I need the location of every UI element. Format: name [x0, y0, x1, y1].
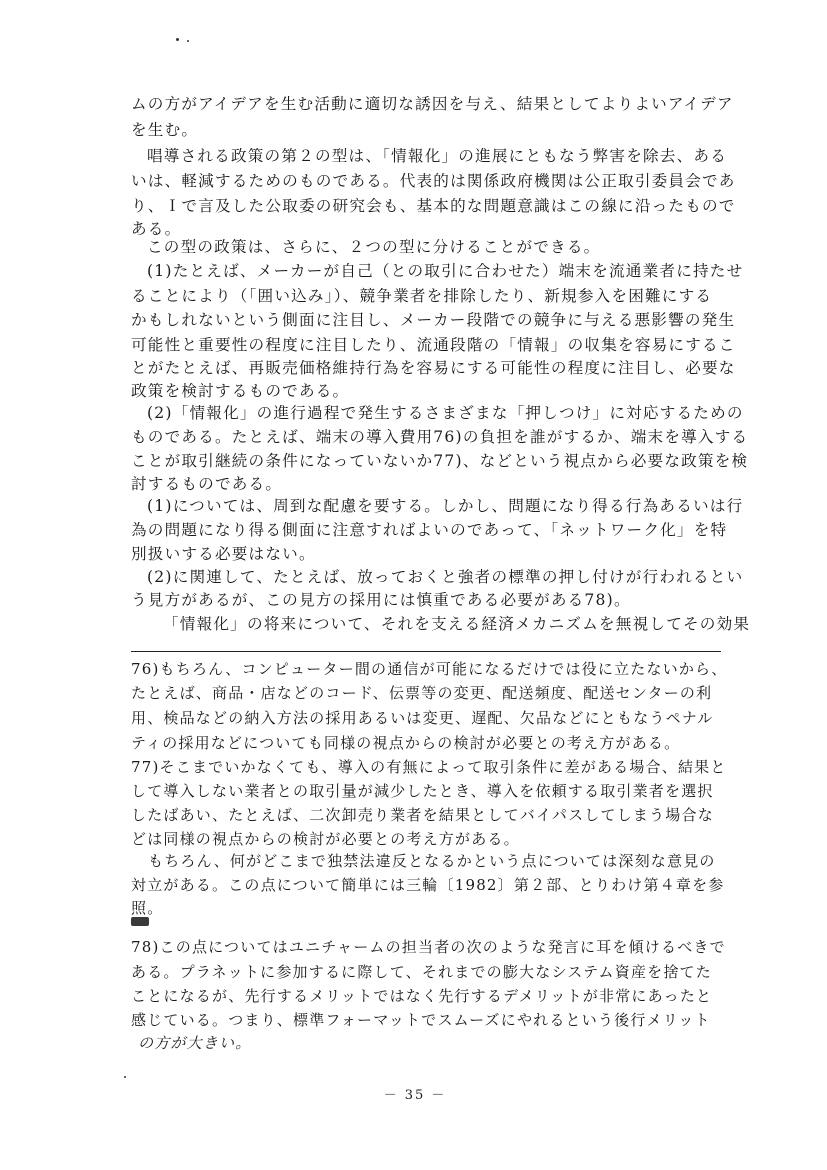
body-line: いは、軽減するためのものである。代表的は関係政府機関は公正取引委員会であ — [131, 172, 736, 190]
body-line: 討するものである。 — [131, 475, 283, 493]
body-line: 別扱いする必要はない。 — [131, 545, 316, 563]
body-line: ある。 — [131, 220, 182, 238]
body-line: 政策を検討するものである。 — [131, 382, 350, 400]
footnote-extra-line: 照。 — [131, 899, 164, 917]
footnote-extra-line: 対立がある。この点について簡単には三輪〔1982〕第２部、とりわけ第４章を参 — [131, 876, 725, 894]
scan-speck — [176, 38, 179, 41]
footnote-78-line: ことになるが、先行するメリットではなく先行するデメリットが非常にあったと — [131, 987, 713, 1005]
footnote-extra-line: もちろん、何がどこまで独禁法違反となるかという点については深刻な意見の — [148, 852, 716, 870]
body-line: 唱導される政策の第２の型は、「情報化」の進展にともなう弊害を除去、ある — [147, 147, 727, 165]
scan-speck — [124, 1076, 126, 1078]
footnote-76-line: ティの採用などについても同様の視点からの検討が必要との考え方がある。 — [131, 734, 681, 752]
body-line: かもしれないという側面に注目し、メーカー段階での競争に与える悪影響の発生 — [131, 311, 736, 329]
body-line: とがたとえば、再販売価格維持行為を容易にする可能性の程度に注目し、必要な — [131, 359, 736, 377]
footnote-76-line: たとえば、商品・店などのコード、伝票等の変更、配送頻度、配送センターの利 — [131, 684, 713, 702]
footnote-78-line: 感じている。つまり、標準フォーマットでスムーズにやれるという後行メリット — [131, 1011, 711, 1029]
ink-smudge — [131, 917, 149, 926]
body-line: ムの方がアイデアを生む活動に適切な誘因を与え、結果としてよりよいアイデア — [131, 95, 734, 113]
footnote-77-line: して導入しない業者との取引量が減少したとき、導入を依頼する取引業者を選択 — [131, 782, 714, 800]
footnote-76-line: 用、検品などの納入方法の採用あるいは変更、遅配、欠品などにともなうペナル — [131, 709, 714, 727]
footnote-separator — [131, 651, 721, 652]
body-line: 為の問題になり得る側面に注意すればよいのであって、「ネットワーク化」を特 — [131, 521, 728, 539]
page-number: － 35 － — [383, 1088, 447, 1103]
body-line: (1)たとえば、メーカーが自己（との取引に合わせた）端末を流通業者に持たせ — [147, 262, 744, 280]
footnote-76-line: 76)もちろん、コンピューター間の通信が可能になるだけでは役に立たないから、 — [131, 660, 728, 678]
body-line: この型の政策は、さらに、２つの型に分けることができる。 — [147, 238, 601, 256]
body-line: う見方があるが、この見方の採用には慎重である必要がある78)。 — [131, 591, 631, 609]
footnote-77-line: どは同様の視点からの検討が必要との考え方がある。 — [131, 830, 520, 848]
body-line: ることにより（「囲い込み」）、競争業者を排除したり、新規参入を困難にする — [131, 287, 713, 305]
footnote-78-line: 78)この点についてはユニチャームの担当者の次のような発言に耳を傾けるべきで — [131, 938, 726, 956]
body-line: ものである。たとえば、端末の導入費用76)の負担を誰がするか、端末を導入する — [131, 428, 749, 446]
body-line: (2)「情報化」の進行過程で発生するさまざまな「押しつけ」に対応するための — [147, 404, 744, 422]
body-line: (2)に関連して、たとえば、放っておくと強者の標準の押し付けが行われるとい — [147, 568, 744, 586]
body-line: (1)については、周到な配慮を要する。しかし、問題になり得る行為あるいは行 — [147, 497, 744, 515]
footnote-77-line: 77)そこまでいかなくても、導入の有無によって取引条件に差がある場合、結果と — [131, 758, 727, 776]
scan-speck — [187, 40, 189, 42]
footnote-78-line: ある。プラネットに参加するに際して、それまでの膨大なシステム資産を捨てた — [131, 963, 712, 981]
body-line: 可能性と重要性の程度に注目したり、流通段階の「情報」の収集を容易にするこ — [131, 336, 736, 354]
footnote-77-line: したばあい、たとえば、二次卸売り業者を結果としてバイパスしてしまう場合な — [131, 806, 714, 824]
body-line: を生む。 — [131, 121, 199, 139]
body-line: ことが取引継続の条件になっていないか77)、などという視点から必要な政策を検 — [131, 452, 749, 470]
body-line: り、Ｉで言及した公取委の研究会も、基本的な問題意識はこの線に沿ったもので — [131, 197, 736, 215]
body-line: 「情報化」の将来について、それを支える経済メカニズムを無視してその効果 — [163, 615, 751, 633]
footnote-78-handwritten-line: の方が大きい。 — [138, 1034, 252, 1052]
